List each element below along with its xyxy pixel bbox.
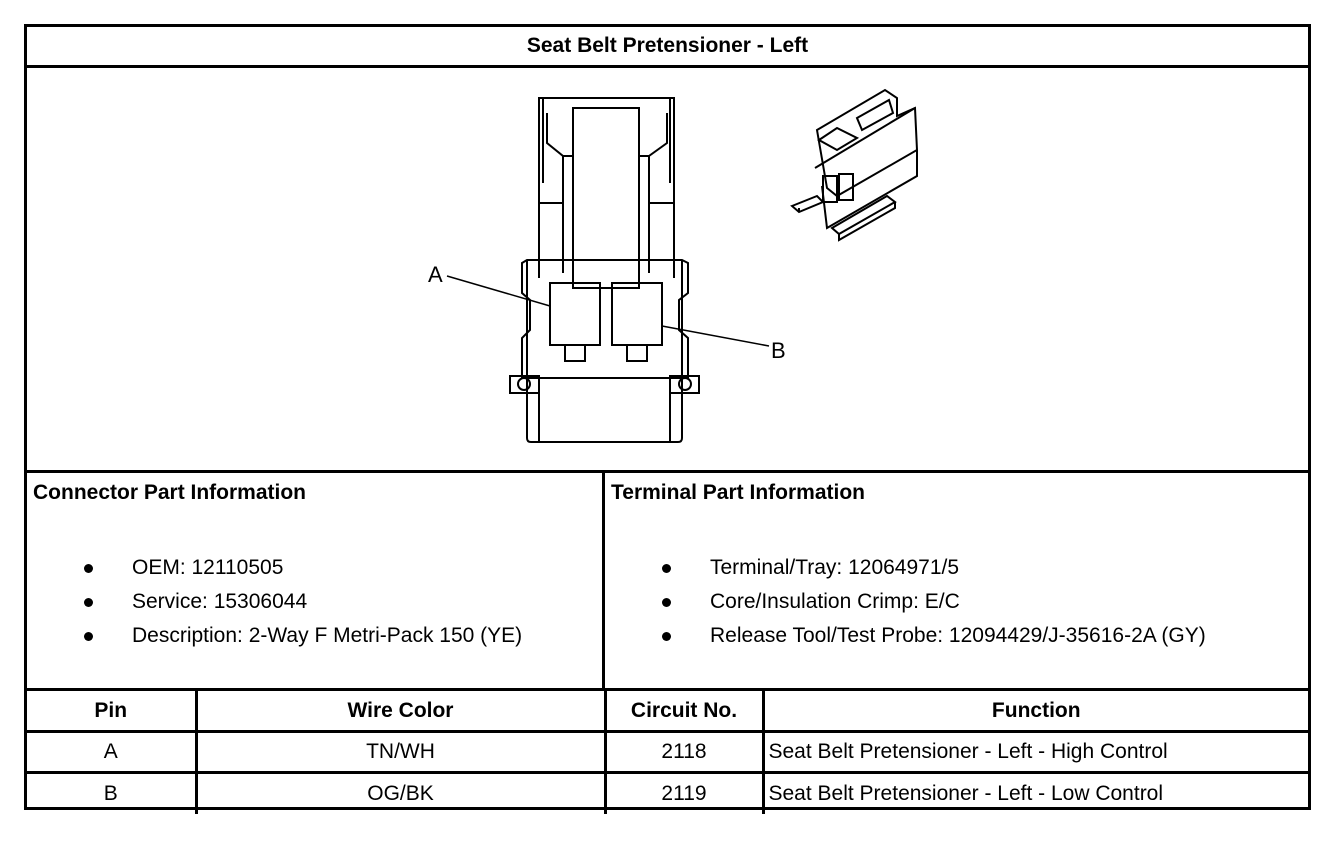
bullet-icon bbox=[662, 598, 671, 607]
column-header-pin: Pin bbox=[27, 690, 196, 732]
column-header-circuit-no: Circuit No. bbox=[605, 690, 763, 732]
connector-isometric-view bbox=[792, 90, 917, 240]
connector-info-list bbox=[27, 551, 602, 653]
bullet-icon bbox=[84, 598, 93, 607]
list-item: Terminal/Tray: 12064971/5 bbox=[605, 551, 1311, 585]
list-item: Core/Insulation Crimp: E/C bbox=[605, 585, 1311, 619]
pin-a-label: A bbox=[428, 262, 443, 287]
terminal-info-list bbox=[605, 551, 1311, 653]
connector-face-drawing bbox=[27, 68, 1308, 470]
page-title: Seat Belt Pretensioner - Left bbox=[27, 27, 1308, 68]
table-row bbox=[27, 732, 1308, 773]
connector-info-heading: Connector Part Information bbox=[33, 481, 307, 504]
bullet-icon bbox=[662, 632, 671, 641]
connector-sheet bbox=[24, 24, 1311, 810]
cell-wire-color: TN/WH bbox=[196, 732, 605, 773]
connector-info-panel bbox=[27, 470, 605, 688]
column-header-wire-color: Wire Color bbox=[196, 690, 605, 732]
column-header-function: Function bbox=[763, 690, 1308, 732]
pin-table bbox=[27, 688, 1308, 814]
terminal-info-panel bbox=[605, 470, 1311, 688]
table-row bbox=[27, 773, 1308, 814]
pin-b-label: B bbox=[771, 338, 786, 363]
bullet-icon bbox=[84, 632, 93, 641]
list-item: Service: 15306044 bbox=[27, 585, 602, 619]
list-item: OEM: 12110505 bbox=[27, 551, 602, 585]
bullet-icon bbox=[662, 564, 671, 573]
list-item: Description: 2-Way F Metri-Pack 150 (YE) bbox=[27, 619, 602, 653]
cell-function: Seat Belt Pretensioner - Left - Low Control bbox=[763, 773, 1308, 814]
cell-circuit-no: 2118 bbox=[605, 732, 763, 773]
table-header-row bbox=[27, 690, 1308, 732]
cell-function: Seat Belt Pretensioner - Left - High Control bbox=[763, 732, 1308, 773]
list-item: Release Tool/Test Probe: 12094429/J-35616-2A (GY) bbox=[605, 619, 1311, 653]
cell-pin: A bbox=[27, 732, 196, 773]
connector-figure bbox=[27, 68, 1308, 470]
cell-wire-color: OG/BK bbox=[196, 773, 605, 814]
cell-pin: B bbox=[27, 773, 196, 814]
terminal-info-heading: Terminal Part Information bbox=[611, 481, 865, 504]
connector-face-view bbox=[510, 98, 699, 442]
pin-leader-lines bbox=[447, 276, 769, 346]
cell-circuit-no: 2119 bbox=[605, 773, 763, 814]
bullet-icon bbox=[84, 564, 93, 573]
